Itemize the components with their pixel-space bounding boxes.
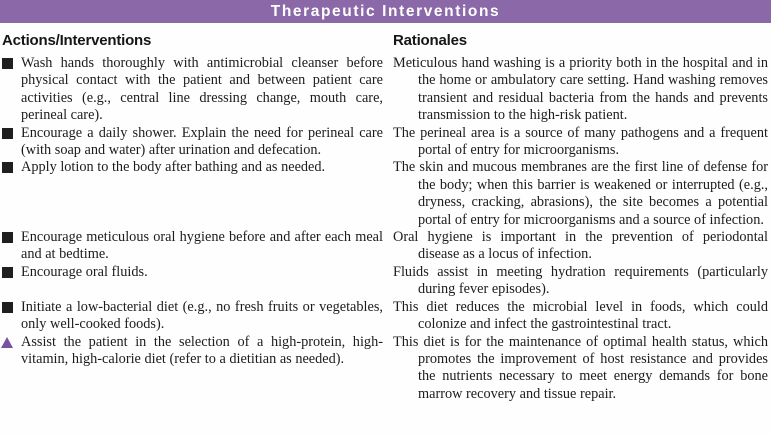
- rationale-oral-hygiene: Oral hygiene is important in the prevention of periodontal disease as a locus of infection.: [393, 229, 768, 263]
- action-text: Encourage oral fluids.: [21, 263, 148, 280]
- square-bullet-icon: [2, 128, 13, 139]
- rationale-fluids-hydration: Fluids assist in meeting hydration requirements (particularly during fever episodes).: [393, 263, 768, 298]
- column-header-rationales: Rationales: [393, 32, 467, 49]
- square-bullet-icon: [2, 267, 13, 278]
- action-item-oral-fluids: [0, 264, 393, 299]
- column-header-actions: Actions/Interventions: [2, 32, 152, 49]
- action-text: Wash hands thoroughly with antimicrobial cleanser before physical contact with the patient and between patient care activities (e.g., central line dressing change, mouth care, perineal care).: [21, 55, 383, 124]
- square-bullet-icon: [2, 58, 13, 69]
- table-title: Therapeutic Interventions: [270, 2, 501, 20]
- action-text: Encourage a daily shower. Explain the need for perineal care (with soap and water) after urination and defecation.: [21, 124, 383, 159]
- rationale-perineal-area: The perineal area is a source of many pathogens and a frequent portal of entry for microorganisms.: [393, 124, 768, 159]
- action-item-oral-hygiene: [0, 229, 393, 264]
- action-text: Assist the patient in the selection of a high-protein, high-vitamin, high-calorie diet (refer to a dietitian as needed).: [21, 333, 383, 367]
- action-item-apply-lotion: [0, 159, 393, 229]
- action-text: Initiate a low-bacterial diet (e.g., no fresh fruits or vegetables, only well-cooked foods).: [21, 298, 383, 333]
- rationale-optimal-health: This diet is for the maintenance of optimal health status, which promotes the improvement of host resistance and provides the nutrients necessary to meet energy demands for bone marrow recovery and tissue repair.: [393, 333, 768, 402]
- rationale-hand-washing: Meticulous hand washing is a priority both in the hospital and in the home or ambulatory care setting. Hand washing removes transient and residual bacteria from the hands and prevents transmission to the high-risk patient.: [393, 55, 768, 124]
- action-item-high-protein-diet: [0, 334, 393, 404]
- table-title-bar: [0, 0, 771, 23]
- action-item-hand-washing: [0, 55, 393, 125]
- interventions-table: [0, 23, 771, 403]
- triangle-bullet-icon: [1, 337, 13, 348]
- square-bullet-icon: [2, 302, 13, 313]
- rationale-diet-microbial: This diet reduces the microbial level in foods, which could colonize and infect the gastrointestinal tract.: [393, 298, 768, 333]
- square-bullet-icon: [2, 232, 13, 243]
- action-text: Apply lotion to the body after bathing and as needed.: [21, 159, 326, 176]
- rationale-skin-membranes: The skin and mucous membranes are the first line of defense for the body; when this barrier is weakened or interrupted (e.g., dryness, cracking, abrasions), the site becomes a potential portal of entry for microorganisms and a source of infection.: [393, 159, 768, 228]
- action-item-low-bacterial-diet: [0, 299, 393, 334]
- square-bullet-icon: [2, 162, 13, 173]
- action-text: Encourage meticulous oral hygiene before and after each meal and at bedtime.: [21, 229, 383, 263]
- action-item-daily-shower: [0, 125, 393, 160]
